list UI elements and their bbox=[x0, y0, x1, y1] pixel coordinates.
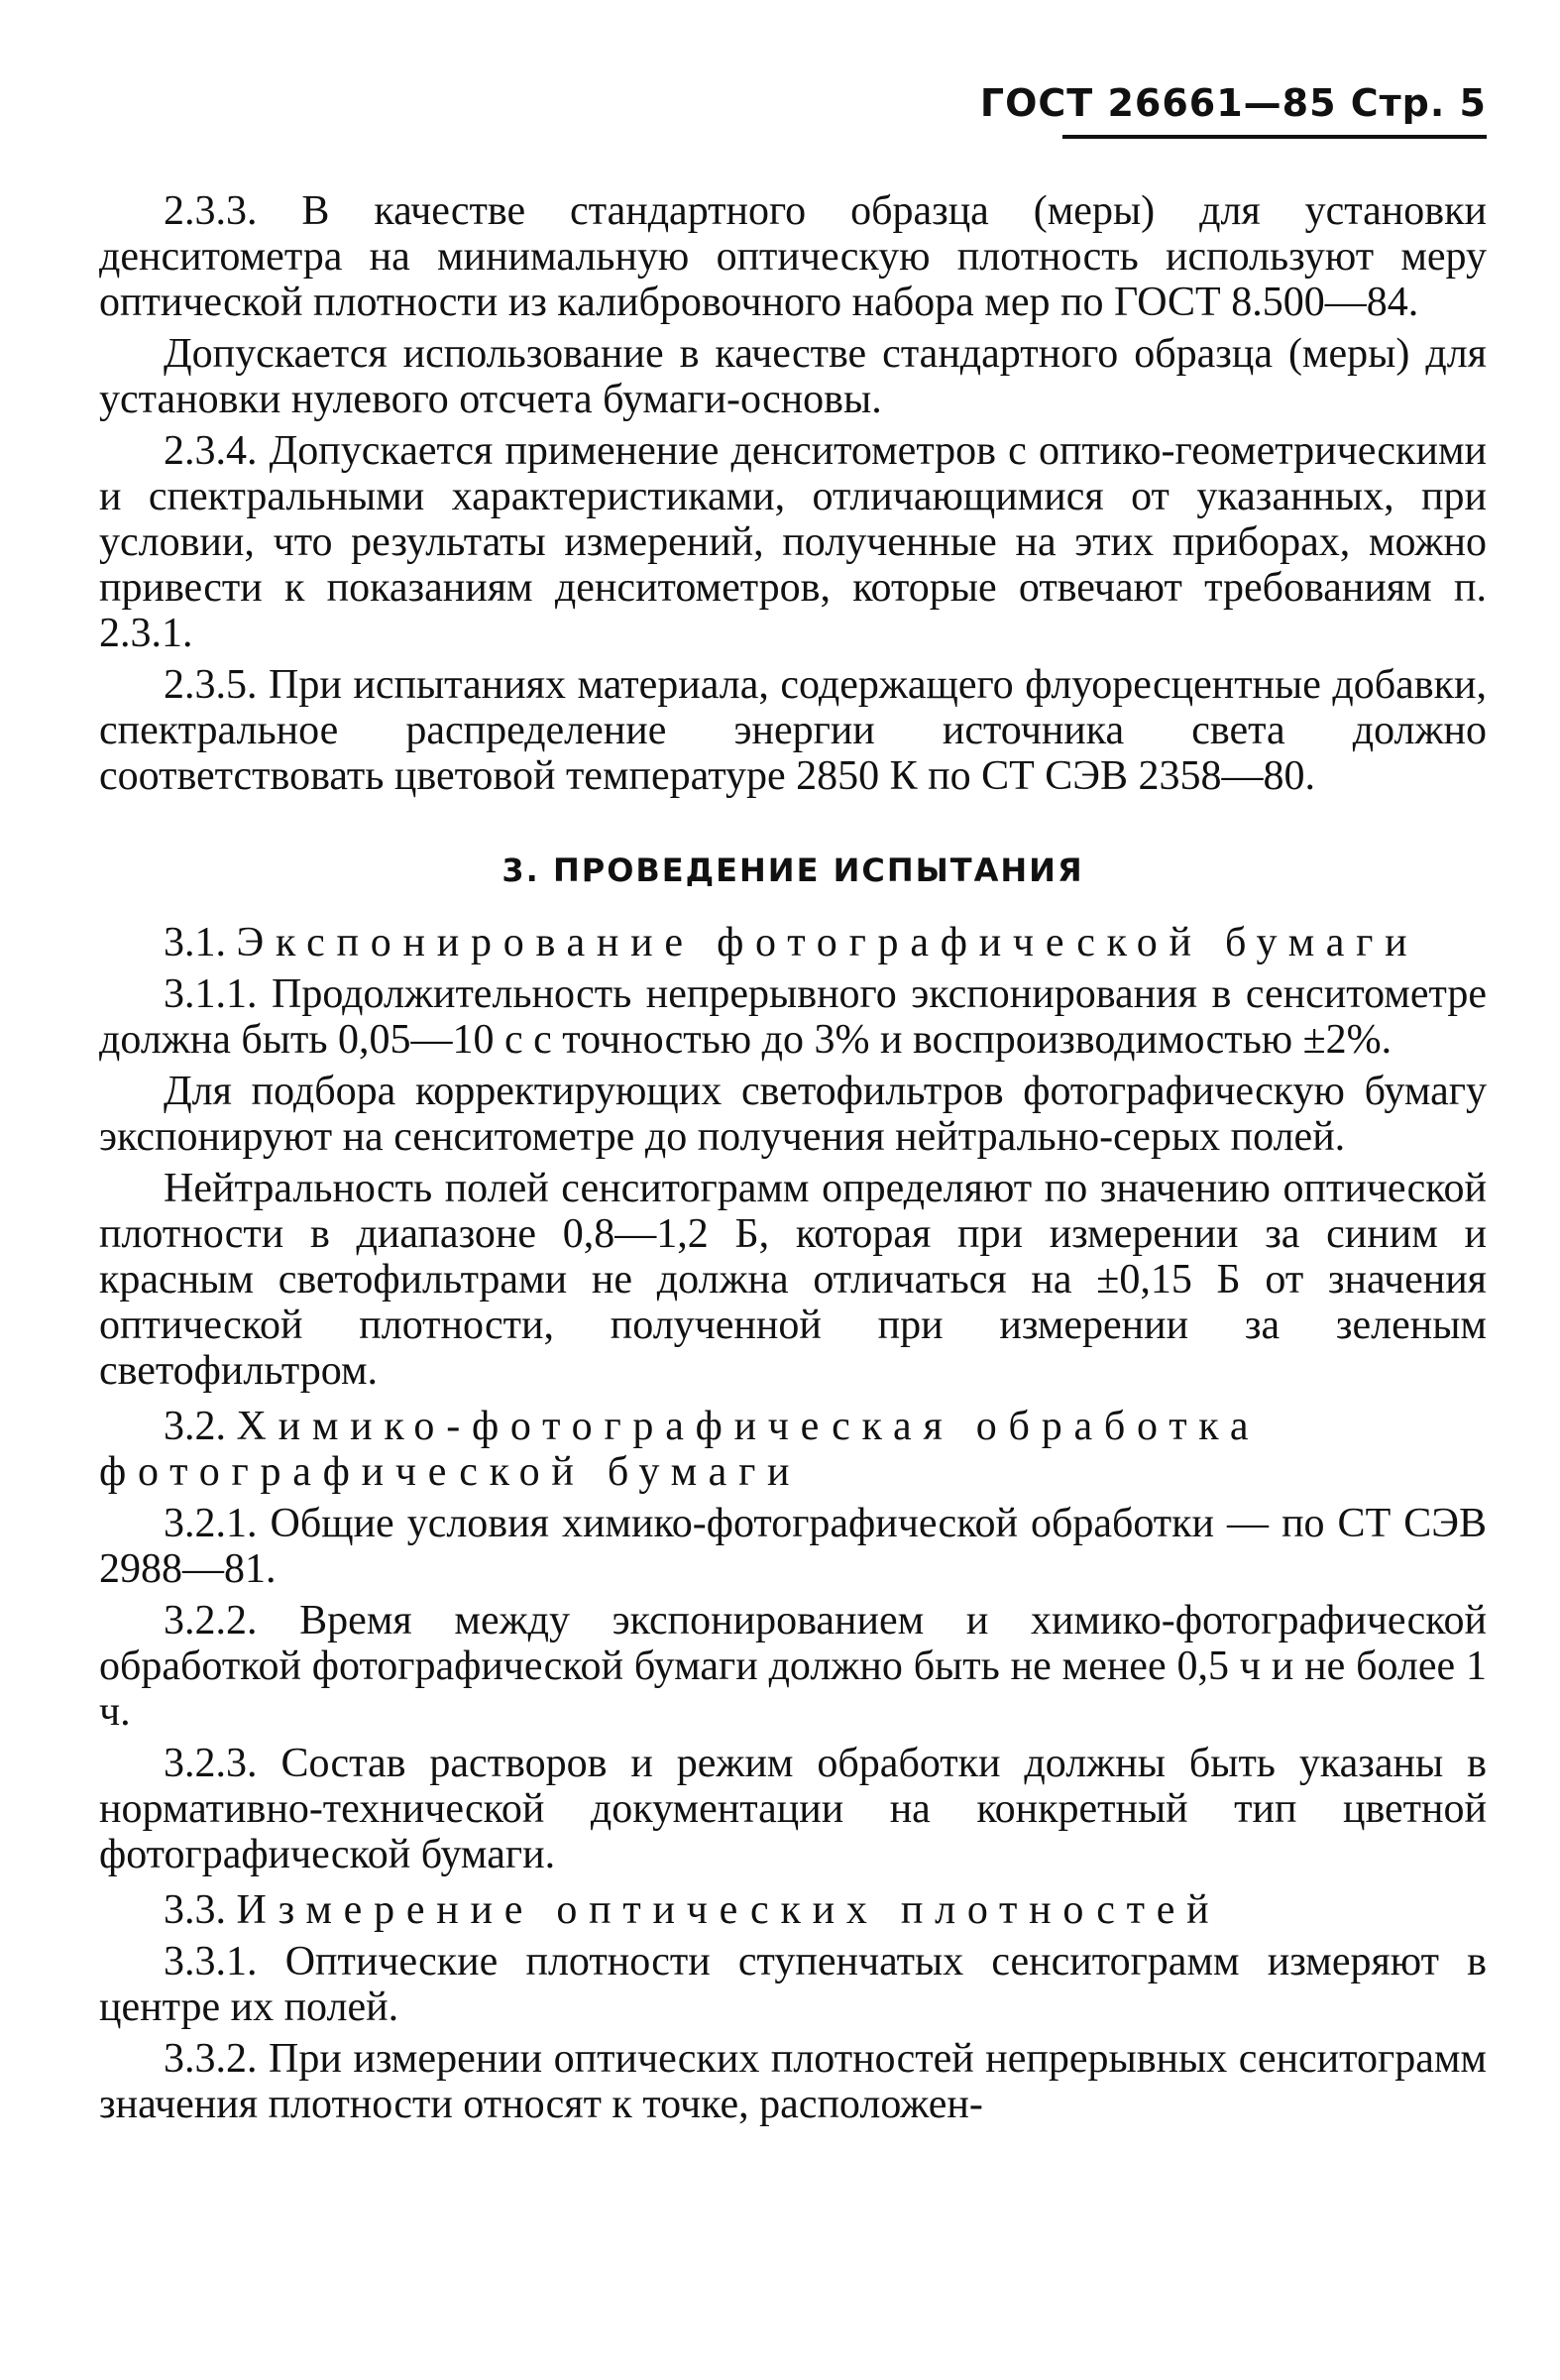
subsection-3-1-heading bbox=[99, 920, 1487, 965]
section-3-heading: 3. ПРОВЕДЕНИЕ ИСПЫТАНИЯ bbox=[501, 851, 1084, 889]
document-body bbox=[99, 188, 1487, 2127]
paragraph-3-2-2: 3.2.2. Время между экспонированием и химико-фотографической обработкой фотографической бумаги должно быть не менее 0,5 ч и не более 1 ч. bbox=[99, 1598, 1487, 1735]
subsection-3-3-heading bbox=[99, 1887, 1487, 1933]
subsection-3-3-number: 3.3. bbox=[164, 1887, 226, 1933]
paragraph-2-3-5: 2.3.5. При испытаниях материала, содержащего флуоресцентные добавки, спектральное распределение энергии источника света должно соответствовать цветовой температуре 2850 К по СТ СЭВ 2358—80. bbox=[99, 662, 1487, 799]
document-page bbox=[99, 0, 1487, 2380]
paragraph-3-3-2: 3.3.2. При измерении оптических плотностей непрерывных сенситограмм значения плотности относят к точке, расположен- bbox=[99, 2036, 1487, 2127]
subsection-3-3-title: Измерение оптических плотностей bbox=[236, 1887, 1221, 1933]
paragraph-3-1-1-filters: Для подбора корректирующих светофильтров фотографическую бумагу экспонируют на сенситометре до получения нейтрально-серых полей. bbox=[99, 1069, 1487, 1160]
paragraph-2-3-3-note: Допускается использование в качестве стандартного образца (меры) для установки нулевого отсчета бумаги-основы. bbox=[99, 331, 1487, 422]
paragraph-3-2-3: 3.2.3. Состав растворов и режим обработки должны быть указаны в нормативно-технической документации на конкретный тип цветной фотографической бумаги. bbox=[99, 1741, 1487, 1877]
subsection-3-1-number: 3.1. bbox=[164, 920, 226, 965]
subsection-3-2-title: Химико-фотографическая обработка фотографической бумаги bbox=[99, 1404, 1261, 1495]
subsection-3-2-heading bbox=[99, 1404, 1487, 1495]
paragraph-2-3-3: 2.3.3. В качестве стандартного образца (меры) для установки денситометра на минимальную оптическую плотность используют меру оптической плотности из калибровочного набора мер по ГОСТ 8.500—84. bbox=[99, 188, 1487, 325]
paragraph-3-1-1-neutrality: Нейтральность полей сенситограмм определяют по значению оптической плотности в диапазоне 0,8—1,2 Б, которая при измерении за синим и красным светофильтрами не должна отличаться на ±0,15 Б от значения оптической плотности, полученной при измерении за зеленым светофильтром. bbox=[99, 1166, 1487, 1394]
subsection-3-2-number: 3.2. bbox=[164, 1404, 226, 1449]
paragraph-3-1-1: 3.1.1. Продолжительность непрерывного экспонирования в сенситометре должна быть 0,05—10 с с точностью до 3% и воспроизводимостью ±2%. bbox=[99, 971, 1487, 1063]
page-header bbox=[99, 81, 1487, 141]
paragraph-2-3-4: 2.3.4. Допускается применение денситометров с оптико-геометрическими и спектральными характеристиками, отличающимися от указанных, при условии, что результаты измерений, полученные на этих приборах, можно привести к показаниям денситометров, которые отвечают требованиям п. 2.3.1. bbox=[99, 428, 1487, 656]
paragraph-3-2-1: 3.2.1. Общие условия химико-фотографической обработки — по СТ СЭВ 2988—81. bbox=[99, 1501, 1487, 1592]
subsection-3-1-title: Экспонирование фотографической бумаги bbox=[236, 920, 1419, 965]
page-header-text: ГОСТ 26661—85 Стр. 5 bbox=[979, 81, 1487, 125]
paragraph-3-3-1: 3.3.1. Оптические плотности ступенчатых сенситограмм измеряют в центре их полей. bbox=[99, 1939, 1487, 2030]
header-rule bbox=[1062, 135, 1487, 139]
